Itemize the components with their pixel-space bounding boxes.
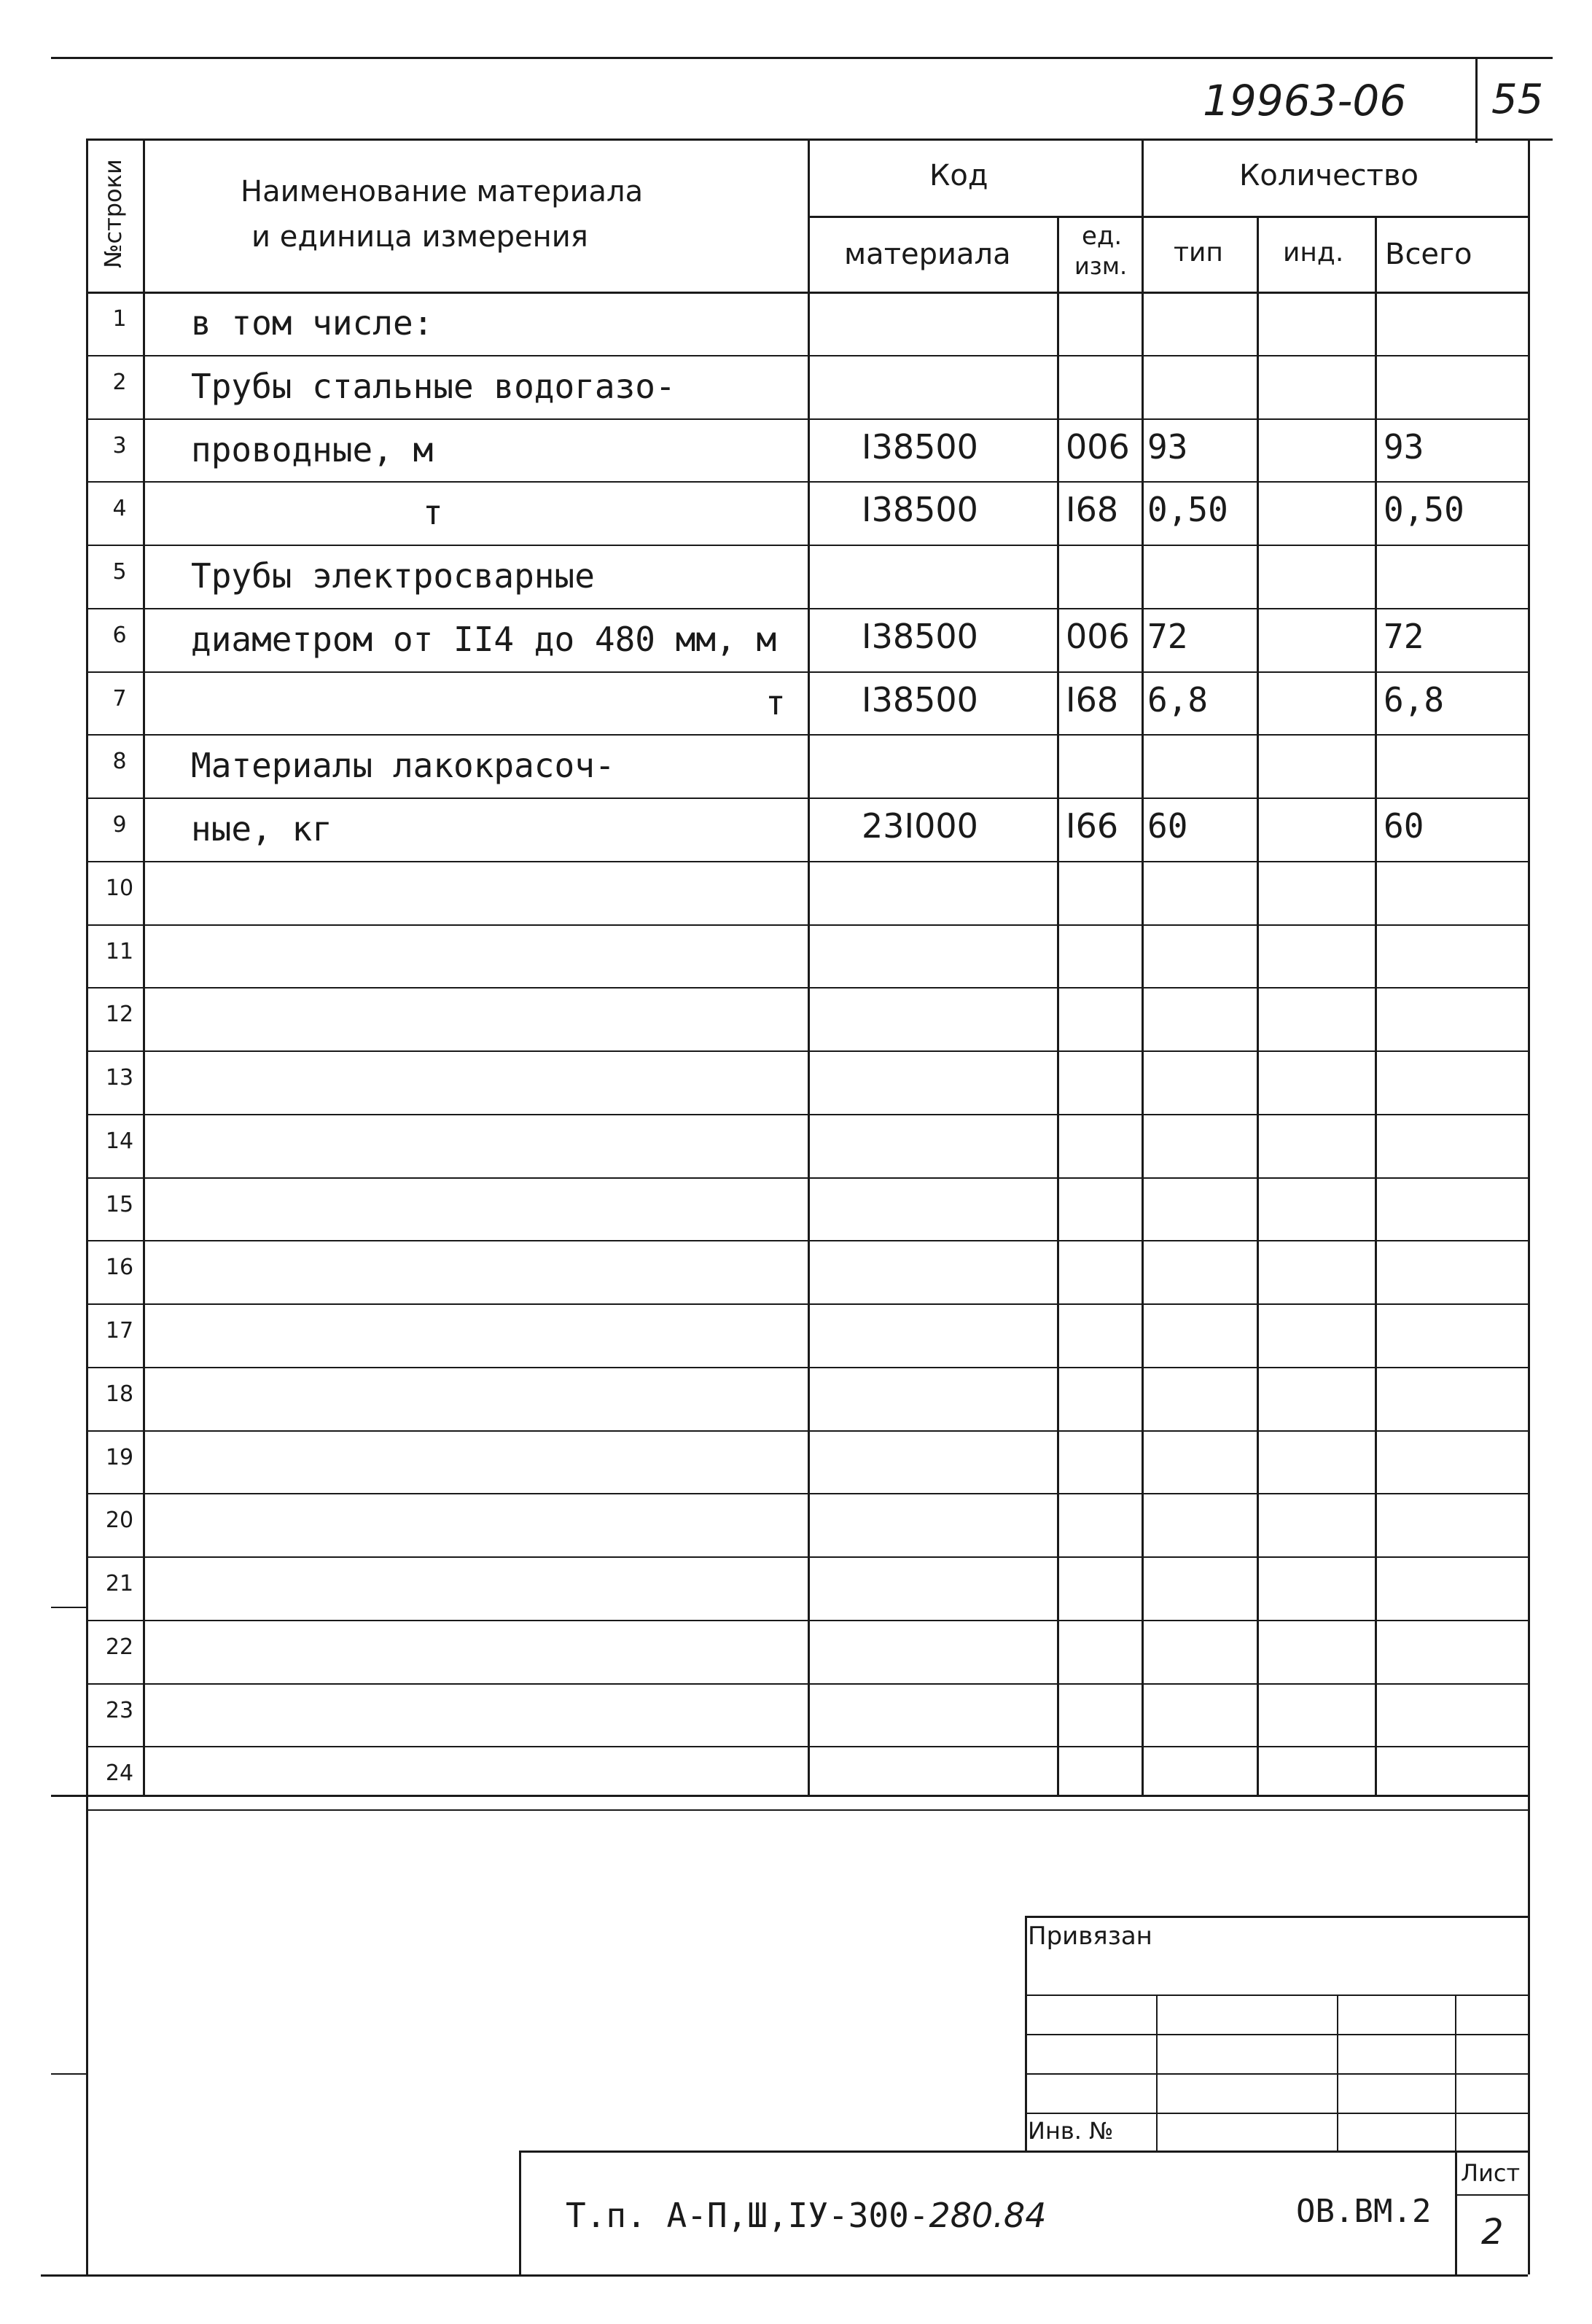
header-mid-rule: [808, 216, 1528, 218]
page-bottom-rule: [41, 2274, 1528, 2277]
project-code-handwritten: 280.84: [929, 2196, 1047, 2235]
row-rule: [86, 1746, 1528, 1747]
row-rule: [86, 924, 1528, 926]
row-rule: [86, 1240, 1528, 1241]
stamp-line-3: [1025, 2073, 1528, 2075]
material-name: ные, кг: [191, 809, 332, 849]
title-block-left: [519, 2151, 521, 2274]
stamp-col-1: [1156, 1994, 1158, 2151]
qty-total: 0,50: [1384, 490, 1464, 529]
row-rule: [86, 481, 1528, 483]
row-rule: [86, 1556, 1528, 1558]
col-line-code: [1057, 216, 1059, 1795]
row-rule: [86, 1303, 1528, 1305]
stamp-top: [1025, 1916, 1528, 1918]
row-rule: [86, 355, 1528, 356]
col-line-ind: [1375, 216, 1377, 1795]
qty-type: 6,8: [1147, 680, 1209, 720]
material-code: I38500: [862, 490, 978, 529]
stamp-label-inv: Инв. №: [1028, 2117, 1114, 2145]
row-number: 7: [112, 686, 127, 711]
row-rule: [86, 418, 1528, 420]
qty-total: 93: [1384, 427, 1424, 467]
header-code-material: материала: [844, 238, 1011, 271]
row-rule: [86, 608, 1528, 609]
top-rule: [51, 57, 1553, 59]
left-margin-tick-1: [51, 1607, 86, 1608]
row-number: 18: [105, 1381, 134, 1407]
row-number: 24: [105, 1760, 134, 1786]
qty-total: 72: [1384, 617, 1424, 656]
qty-type: 0,50: [1147, 490, 1228, 529]
document-code: 19963-06: [1203, 76, 1407, 125]
header-qty-type: тип: [1174, 238, 1223, 268]
header-row-no: №строки: [99, 159, 127, 268]
row-number: 13: [105, 1065, 134, 1091]
row-number: 14: [105, 1128, 134, 1154]
row-rule: [86, 987, 1528, 989]
qty-type: 72: [1147, 617, 1188, 656]
page-number: 55: [1491, 76, 1544, 123]
material-name: т: [423, 493, 443, 532]
table-bottom-rule: [51, 1795, 1528, 1797]
row-rule: [86, 1493, 1528, 1494]
title-block-top: [519, 2151, 1528, 2153]
material-name: Трубы стальные водогазо-: [191, 367, 676, 406]
row-number: 3: [112, 433, 127, 459]
row-rule: [86, 1620, 1528, 1621]
stamp-col-2: [1337, 1994, 1338, 2151]
qty-type: 60: [1147, 806, 1188, 846]
stamp-line-4: [1025, 2113, 1528, 2114]
unit-code: 006: [1066, 427, 1130, 467]
header-name-line1: Наименование материала: [241, 175, 644, 208]
material-code: 23I000: [862, 806, 978, 846]
material-name: диаметром от II4 до 480 мм, м: [191, 620, 777, 659]
header-quantity: Количество: [1239, 159, 1419, 192]
row-rule: [86, 671, 1528, 673]
header-code-unit-line2: изм.: [1074, 252, 1128, 280]
row-rule: [86, 1430, 1528, 1432]
qty-total: 60: [1384, 806, 1424, 846]
title-block-sheet-divider: [1455, 2151, 1457, 2274]
unit-code: I68: [1066, 680, 1119, 720]
left-margin-tick-2: [51, 2073, 86, 2075]
material-code: I38500: [862, 680, 978, 720]
material-name: т: [765, 683, 786, 722]
stamp-line-1: [1025, 1994, 1528, 1996]
qty-type: 93: [1147, 427, 1188, 467]
row-number: 9: [112, 812, 127, 838]
row-number: 4: [112, 496, 127, 521]
row-number: 17: [105, 1318, 134, 1344]
row-rule: [86, 861, 1528, 862]
row-number: 1: [112, 306, 127, 332]
stamp-label-binding: Привязан: [1028, 1922, 1152, 1951]
header-qty-total: Всего: [1385, 238, 1472, 271]
row-rule: [86, 798, 1528, 799]
table-right-border: [1528, 139, 1530, 2274]
row-rule: [86, 1683, 1528, 1685]
row-number: 23: [105, 1698, 134, 1723]
material-name: Материалы лакокрасоч-: [191, 746, 615, 785]
table-left-border: [86, 139, 88, 2274]
row-rule: [86, 1367, 1528, 1368]
header-bottom-rule: [86, 292, 1528, 294]
header-qty-ind: инд.: [1283, 238, 1344, 268]
row-number: 15: [105, 1192, 134, 1217]
row-rule: [86, 1177, 1528, 1179]
qty-total: 6,8: [1384, 680, 1445, 720]
row-number: 8: [112, 749, 127, 774]
sheet-label: Лист: [1461, 2159, 1521, 2187]
sheet-code: ОВ.ВМ.2: [1296, 2193, 1432, 2230]
row-number: 21: [105, 1571, 134, 1596]
material-code: I38500: [862, 427, 978, 467]
project-code: [566, 2196, 1046, 2235]
header-name-line2: и единица измерения: [251, 220, 588, 254]
project-code-typed: Т.п. А-П,Ш,IУ-300-: [566, 2196, 929, 2235]
unit-code: I68: [1066, 490, 1119, 529]
page-number-divider: [1475, 57, 1478, 143]
material-code: I38500: [862, 617, 978, 656]
sheet-number: 2: [1481, 2212, 1504, 2253]
row-number: 2: [112, 370, 127, 395]
row-number: 19: [105, 1445, 134, 1470]
stamp-left: [1025, 1916, 1027, 2151]
row-rule: [86, 1050, 1528, 1052]
unit-code: I66: [1066, 806, 1119, 846]
col-line-name: [808, 139, 810, 1795]
row-number: 10: [105, 876, 134, 901]
col-line-rownum: [143, 139, 145, 1795]
row-number: 11: [105, 939, 134, 964]
header-rule: [86, 139, 1553, 141]
row-rule: [86, 1114, 1528, 1115]
row-number: 5: [112, 559, 127, 585]
material-name: в том числе:: [191, 303, 434, 343]
stamp-line-2: [1025, 2034, 1528, 2035]
row-rule: [86, 734, 1528, 736]
row-number: 16: [105, 1255, 134, 1280]
material-name: Трубы электросварные: [191, 556, 595, 596]
row-rule: [86, 545, 1528, 546]
row-number: 6: [112, 623, 127, 648]
unit-code: 006: [1066, 617, 1130, 656]
stamp-col-3: [1455, 1994, 1456, 2151]
header-code: Код: [929, 159, 988, 192]
row-rule: [86, 1809, 1528, 1811]
title-block-sheet-rule: [1455, 2194, 1528, 2196]
col-line-type: [1257, 216, 1259, 1795]
material-name: проводные, м: [191, 430, 434, 469]
header-code-unit-line1: ед.: [1082, 222, 1123, 251]
row-number: 20: [105, 1508, 134, 1533]
row-number: 22: [105, 1634, 134, 1660]
row-number: 12: [105, 1002, 134, 1027]
col-line-unit: [1142, 139, 1144, 1795]
